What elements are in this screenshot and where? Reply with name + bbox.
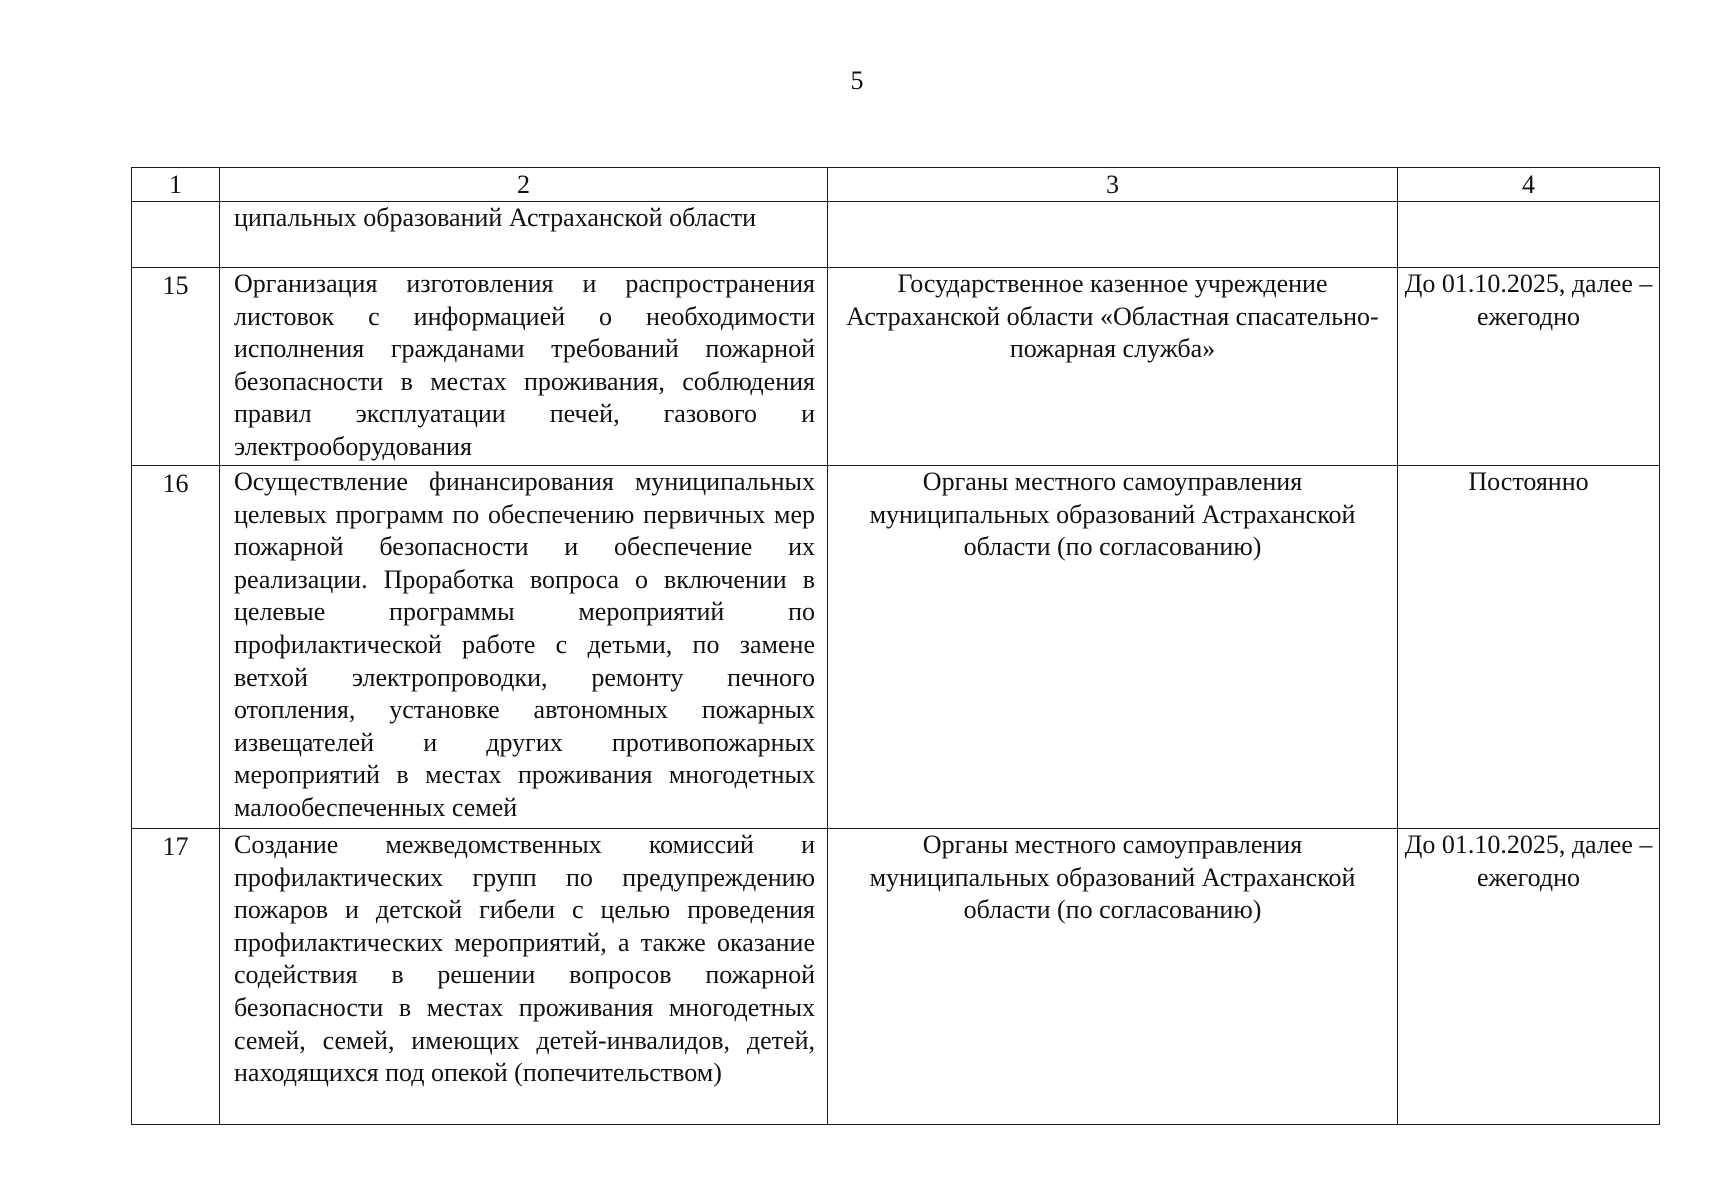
- row-number: [132, 202, 220, 268]
- deadline: [1398, 202, 1660, 268]
- row-number: 15: [132, 268, 220, 466]
- table-header-row: [132, 168, 1660, 202]
- responsible-party: Государственное казенное учреждение Астраханской области «Областная спасательно-пожарная служба»: [828, 268, 1398, 466]
- column-header: 1: [132, 168, 220, 202]
- column-header: 3: [828, 168, 1398, 202]
- responsible-party: Органы местного самоуправления муниципальных образований Астраханской области (по согласованию): [828, 466, 1398, 829]
- measure-description: Осуществление финансирования муниципальных целевых программ по обеспечению первичных мер пожарной безопасности и обеспечение их реализации. Проработка вопроса о включении в целевые программы мероприятий по профилактической работе с детьми, по замене ветхой электропроводки, ремонту печного отопления, установке автономных пожарных извещателей и других противопожарных мероприятий в местах проживания многодетных малообеспеченных семей: [220, 466, 828, 829]
- table-row: [132, 202, 1660, 268]
- responsible-party: Органы местного самоуправления муниципальных образований Астраханской области (по согласованию): [828, 829, 1398, 1125]
- deadline: Постоянно: [1398, 466, 1660, 829]
- column-header: 4: [1398, 168, 1660, 202]
- table-row: [132, 268, 1660, 466]
- responsible-party: [828, 202, 1398, 268]
- measure-description: ципальных образований Астраханской области: [220, 202, 828, 268]
- page-number: 5: [850, 66, 864, 95]
- deadline: До 01.10.2025, далее – ежегодно: [1398, 268, 1660, 466]
- row-number: 16: [132, 466, 220, 829]
- table-row: [132, 829, 1660, 1125]
- deadline: До 01.10.2025, далее – ежегодно: [1398, 829, 1660, 1125]
- measures-table: [131, 167, 1660, 1125]
- column-header: 2: [220, 168, 828, 202]
- measure-description: Создание межведомственных комиссий и профилактических групп по предупреждению пожаров и детской гибели с целью проведения профилактических мероприятий, а также оказание содействия в решении вопросов пожарной безопасности в местах проживания многодетных семей, семей, имеющих детей-инвалидов, детей, находящихся под опекой (попечительством): [220, 829, 828, 1125]
- row-number: 17: [132, 829, 220, 1125]
- table-row: [132, 466, 1660, 829]
- measure-description: Организация изготовления и распространения листовок с информацией о необходимости исполнения гражданами требований пожарной безопасности в местах проживания, соблюдения правил эксплуатации печей, газового и электрооборудования: [220, 268, 828, 466]
